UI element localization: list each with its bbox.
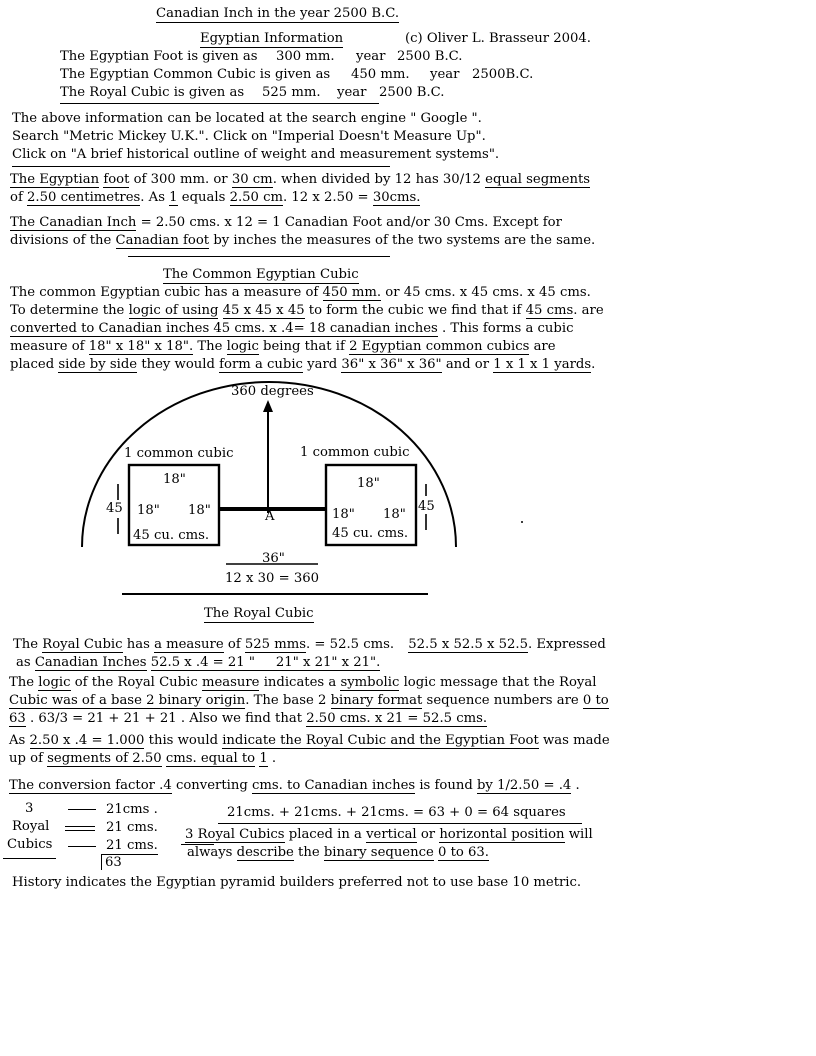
text: will [568,827,593,842]
left-box-label: 1 common cubic [124,446,234,461]
three-royal-term: 3 Royal Cubics [185,827,285,842]
text: . [575,778,580,793]
history-note: History indicates the Egyptian pyramid builders preferred not to use base 10 metric. [12,875,582,890]
royal-line-2 [16,654,380,671]
text: indicates a [263,675,337,690]
centimetres-term: 2.50 centimetres [27,190,141,205]
one-term: 1 [259,751,268,766]
inches-term: 18" x 18" x 18". [88,339,194,354]
text: yard [307,357,338,372]
document-title: Canadian Inch in the year 2500 B.C. [156,6,400,21]
cms-calc-term: 2.50 cms. x 21 = 52.5 cms. [306,711,488,726]
mm-term: 450 mm. [322,285,382,300]
info-row-year-label: year [356,49,386,64]
info-row-year-label: year [337,85,367,100]
copyright: (c) Oliver L. Brasseur 2004. [405,31,591,46]
dash [65,830,95,831]
text: equals [181,190,226,205]
describe-term: describe [236,845,294,860]
left-left-dim: 18" [137,503,160,518]
text: . Expressed [528,637,606,652]
text: placed in a [288,827,362,842]
right-left-dim: 18" [332,507,355,522]
left-right-dim: 18" [188,503,211,518]
underline [218,823,582,824]
text: . are [573,303,604,318]
text: . [271,751,277,766]
yards-term: 1 x 1 x 1 yards [493,357,592,372]
horizontal-term: horizontal position [439,827,565,842]
binary-origin-term: Cubic was of a base 2 binary origin [9,693,246,708]
info-row-year: 2500B.C. [472,67,534,82]
info-row-value: 450 mm. [351,67,410,82]
text: divisions of the [10,233,112,248]
text: As [9,733,26,748]
info-row-year-label: year [430,67,460,82]
dash [68,809,96,810]
text: was made [542,733,610,748]
yard-dims-term: 36" x 36" x 36" [341,357,442,372]
product-label: 12 x 30 = 360 [225,571,319,586]
binary-line-1 [185,826,593,843]
sum-value: 21 cms. [106,820,158,835]
cm-term: 30 cm [231,172,273,187]
text: of [10,190,23,205]
cms-value: 30cms. [372,190,421,205]
volume-term: 52.5 x 52.5 x 52.5 [408,637,529,652]
info-row-label: The Egyptian Foot is given as [60,49,258,64]
left-volume: 45 cu. cms. [133,528,210,543]
sixty-three-term: 63 [9,711,26,726]
right-right-dim: 18" [383,507,406,522]
left-top-dim: 18" [163,472,186,487]
text: To determine the [10,303,125,318]
text: being that if [263,339,345,354]
form-cubic-term: form a cubic [219,357,303,372]
left-side-dim: 45 [106,501,123,516]
canadian-inch-term: The Canadian Inch [10,215,137,230]
factor-term: 2.50 x .4 = 1.000 [29,733,145,748]
dims-term: 45 x 45 x 45 [222,303,305,318]
conversion-factor-term: The conversion factor .4 [9,778,172,793]
text: . This forms a cubic [442,321,574,336]
info-row-label: The Egyptian Common Cubic is given as [60,67,331,82]
foot-term: foot [103,172,130,187]
binary-format-term: binary format [330,693,423,708]
measure-word: measure [201,675,260,690]
center-point-label: A [265,509,275,524]
binary-sequence-term: binary sequence [323,845,434,860]
info-row-year: 2500 B.C. [397,49,463,64]
inches-calc-term: 52.5 x .4 = 21 " 21" x 21" x 21". [150,655,381,670]
royal-label: Royal [12,819,50,834]
text: always [187,845,233,860]
dash [68,846,96,847]
royal-line-5 [9,710,487,727]
converted-term: converted to Canadian inches 45 cms. x .4= 18 canadian inches [10,321,438,336]
text: and or [445,357,490,372]
binary-line-2 [187,844,489,861]
text: converting [175,778,248,793]
text: to form the cubic we find that if [308,303,522,318]
text: is found [419,778,473,793]
royal-line-3 [9,674,596,691]
sum-value: 21 cms. [106,838,158,853]
common-heading: The Common Egyptian Cubic [163,267,359,282]
royal-heading: The Royal Cubic [204,606,314,621]
sum-value: 21cms . [106,802,158,817]
symbolic-term: symbolic [340,675,400,690]
royal-cubic-term: Royal Cubic [42,637,123,652]
logic-term: logic [38,675,71,690]
text: measure of [10,339,85,354]
side-by-side-term: side by side [58,357,138,372]
text: has [126,637,150,652]
range-term: 0 to 63. [438,845,490,860]
text: = 2.50 cms. x 12 = 1 Canadian Foot and/or 30 Cms. Except for [136,215,562,230]
cms-term: 45 cms [525,303,574,318]
right-volume: 45 cu. cms. [332,526,409,541]
stray-dot [521,521,523,523]
text: logic message that the Royal [403,675,597,690]
dash [65,826,95,827]
info-row-value: 300 mm. [276,49,335,64]
text: . 63/3 = 21 + 21 + 21 . Also we find that [29,711,303,726]
one-term: 1 [169,190,178,205]
text: of the Royal Cubic [74,675,198,690]
conversion-line [9,777,580,794]
text: of [227,637,241,652]
royal-line-1 [13,636,606,653]
logic-word: logic [226,339,259,354]
segments-term: equal segments [485,172,591,187]
right-top-dim: 18" [357,476,380,491]
canadian-inches-term: Canadian Inches [34,655,147,670]
text: . The base 2 [245,693,327,708]
text: The [197,339,223,354]
search-line: Click on "A brief historical outline of weight and measurement systems". [12,147,500,162]
underline [3,858,56,859]
text: they would [141,357,215,372]
cubics-label: Cubics [7,837,53,852]
right-box-label: 1 common cubic [300,445,410,460]
text: The [9,675,35,690]
sum-total: 63 [105,855,122,870]
text: . 12 x 2.50 = [283,190,369,205]
royal-line-6 [9,732,610,749]
text: of 300 mm. or [133,172,228,187]
search-line: The above information can be located at the search engine " Google ". [12,111,482,126]
squares-equation: 21cms. + 21cms. + 21cms. = 63 + 0 = 64 squares [227,805,566,820]
text: . when divided by 12 has 30/12 [272,172,481,187]
sum-line-tick [101,854,102,870]
info-row-value: 525 mm. [262,85,321,100]
formula-term: by 1/2.50 = .4 [476,778,572,793]
width-label: 36" [262,551,285,566]
count-label: 3 [25,801,34,816]
text: are [533,339,556,354]
arrow-head [263,400,273,412]
info-row-label: The Royal Cubic is given as [60,85,245,100]
text: . [591,357,596,372]
text: the [298,845,320,860]
zero-to-term: 0 to [582,693,609,708]
text: placed [10,357,55,372]
text: . As [140,190,165,205]
royal-line-4 [9,692,609,709]
text: or 45 cms. x 45 cms. x 45 cms. [385,285,591,300]
equal-to-term: cms. equal to [165,751,256,766]
right-side-dim: 45 [418,499,435,514]
text: sequence numbers are [426,693,579,708]
vertical-term: vertical [366,827,417,842]
text: . = 52.5 cms. [306,637,395,652]
text: The [13,637,39,652]
egyptian-term: The Egyptian [10,172,100,187]
text: or [420,827,436,842]
royal-line-7 [9,750,276,767]
indicate-term: indicate the Royal Cubic and the Egyptian Foot [222,733,539,748]
info-heading: Egyptian Information [200,31,344,46]
canadian-foot-term: Canadian foot [115,233,210,248]
logic-term: logic of using [128,303,219,318]
measure-term: a measure [154,637,224,652]
info-row-year: 2500 B.C. [379,85,445,100]
text: The common Egyptian cubic has a measure of [10,285,319,300]
cubics-term: 2 Egyptian common cubics [349,339,530,354]
mms-term: 525 mms [244,637,307,652]
cms-to-inches-term: cms. to Canadian inches [251,778,416,793]
degrees-label: 360 degrees [231,384,314,399]
cm-value: 2.50 cm [229,190,284,205]
text: by inches the measures of the two systems are the same. [213,233,596,248]
segments-term: segments of 2.50 [47,751,162,766]
text: this would [148,733,219,748]
text: as [16,655,31,670]
text: up of [9,751,43,766]
search-line: Search "Metric Mickey U.K.". Click on "Imperial Doesn't Measure Up". [12,129,486,144]
